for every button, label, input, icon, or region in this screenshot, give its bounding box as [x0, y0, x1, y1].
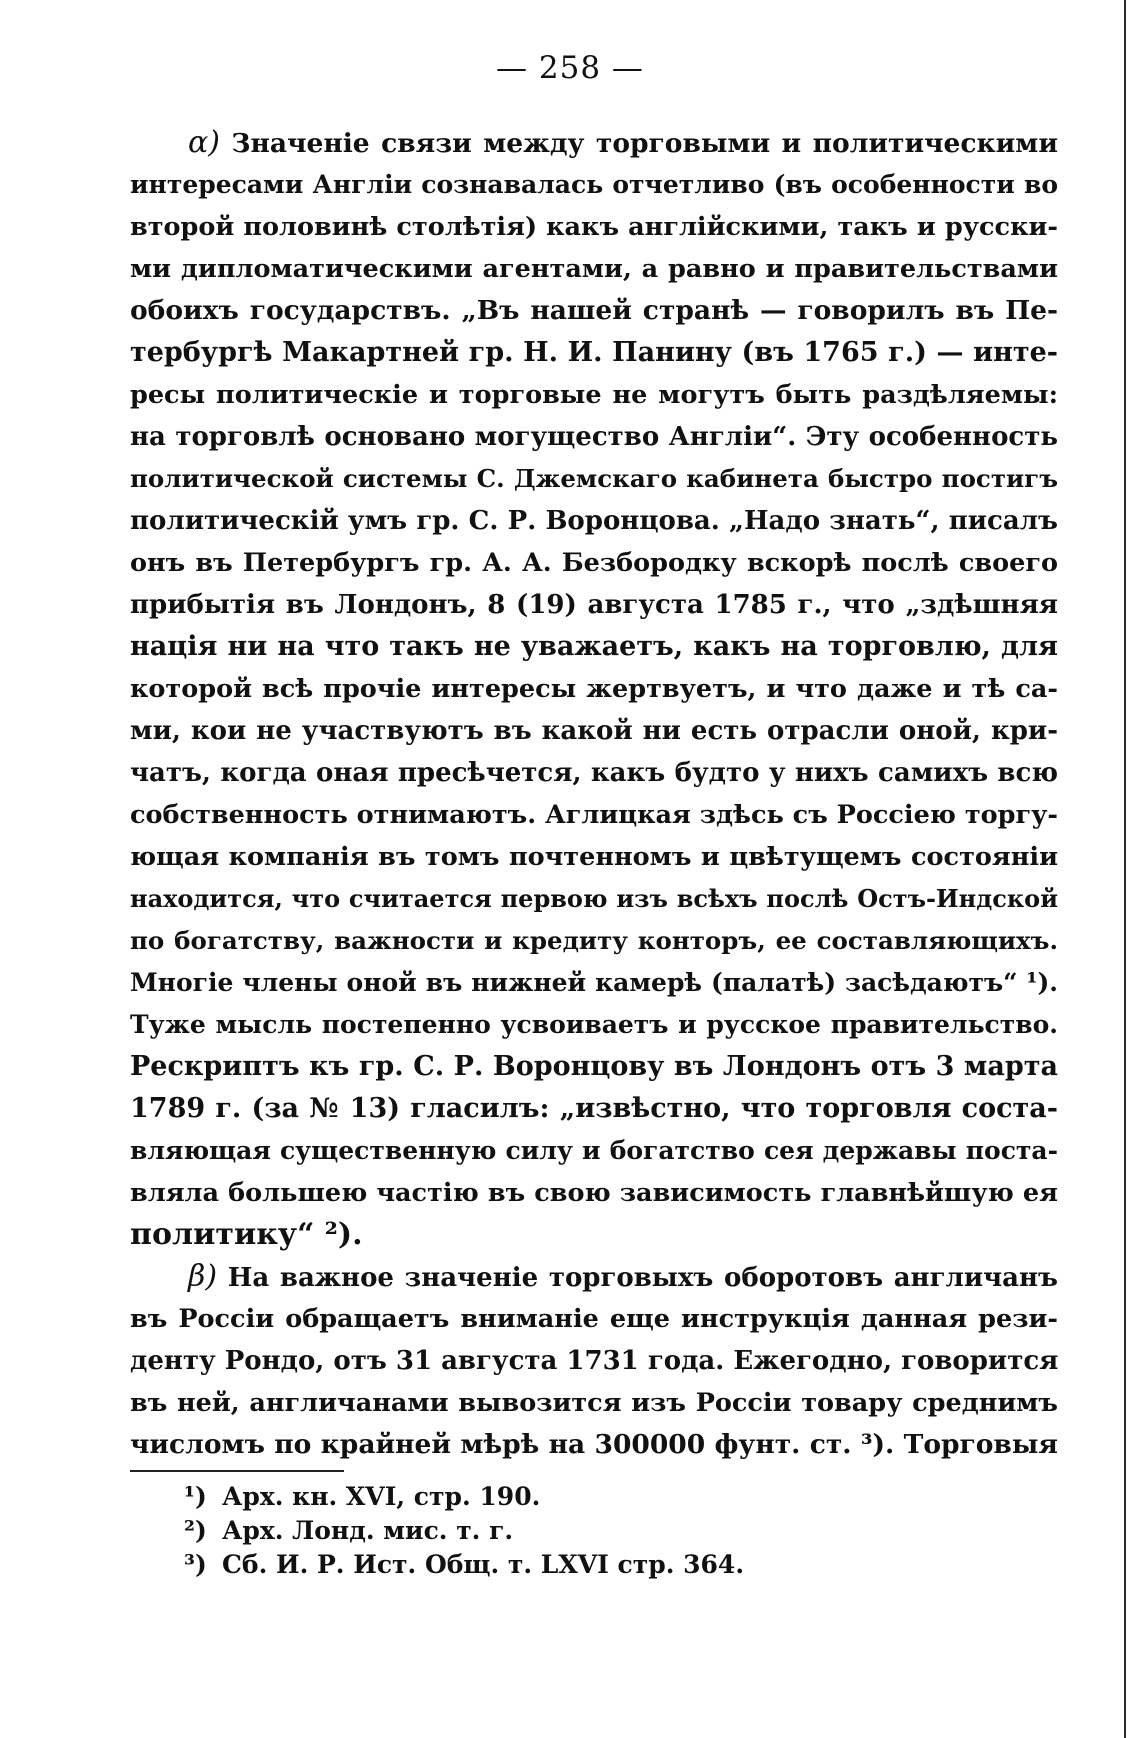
text-line: числомъ по крайней мѣрѣ на 300000 фунт. ст. ³). Торговыя — [130, 1429, 1058, 1460]
text-line: по богатству, важности и кредиту конторъ, ее составляющихъ. — [130, 926, 1058, 955]
text-line: На важное значеніе торговыхъ оборотовъ англичанъ — [227, 1263, 1058, 1293]
text-line: ресы политическіе и торговые не могутъ быть раздѣляемы: — [130, 380, 1058, 410]
page-edge-line — [1124, 0, 1126, 1738]
text-line: политической системы С. Джемскаго кабинета быстро постигъ — [130, 464, 1058, 493]
page-number: — 258 — — [496, 50, 644, 86]
text-line: Рескриптъ къ гр. С. Р. Воронцову въ Лондонъ отъ 3 марта — [130, 1051, 1058, 1082]
paragraph-marker-alpha: α) — [188, 125, 220, 160]
footnote-divider — [130, 1470, 344, 1472]
footnote-3 — [184, 1548, 922, 1582]
text-line: обоихъ государствъ. „Въ нашей странѣ — говорилъ въ Пе- — [130, 295, 1058, 326]
text-line: въ Россіи обращаетъ вниманіе еще инструкція данная рези- — [130, 1304, 1058, 1334]
text-line: находится, что считается первою изъ всѣхъ послѣ Остъ-Индской — [130, 884, 1058, 913]
text-line: политику“ ²). — [130, 1217, 363, 1252]
text-line: на торговлѣ основано могущество Англіи“. Эту особенность — [130, 422, 1058, 452]
body-text — [130, 122, 1058, 1466]
paragraph-marker-beta: β) — [188, 1259, 218, 1294]
footnote-text: Арх. Лонд. мис. т. г. — [222, 1516, 514, 1545]
footnotes — [184, 1480, 922, 1582]
text-line: нація ни на что такъ не уважаетъ, какъ на торговлю, для — [130, 631, 1058, 662]
text-line: прибытія въ Лондонъ, 8 (19) августа 1785 г., что „здѣшняя — [130, 590, 1058, 620]
text-line: Туже мысль постепенно усвоиваетъ и русское правительство. — [130, 1010, 1058, 1039]
text-line: ющая компанія въ томъ почтенномъ и цвѣтущемъ состояніи — [130, 842, 1058, 872]
paragraph-beta-line — [130, 1256, 1058, 1298]
text-line: вляла большею частію въ свою зависимость главнѣйшую ея — [130, 1178, 1058, 1208]
footnote-marker: ²) — [184, 1516, 207, 1545]
footnote-marker: ¹) — [184, 1482, 207, 1511]
text-line: собственность отнимаютъ. Аглицкая здѣсь съ Россіею торгу- — [130, 800, 1058, 830]
text-line: тербургѣ Макартней гр. Н. И. Панину (въ 1765 г.) — инте- — [130, 337, 1058, 368]
footnote-marker: ³) — [184, 1550, 207, 1579]
text-line: ми дипломатическими агентами, а равно и правительствами — [130, 254, 1058, 284]
text-line: вляющая существенную силу и богатство сея державы поста- — [130, 1136, 1058, 1165]
text-line: денту Рондо, отъ 31 августа 1731 года. Ежегодно, говорится — [130, 1346, 1059, 1376]
footnote-2 — [184, 1514, 922, 1548]
text-line: ми, кои не участвуютъ въ какой ни есть отрасли оной, кри- — [130, 716, 1058, 746]
text-line: чатъ, когда оная пресѣчется, какъ будто у нихъ самихъ всю — [130, 758, 1058, 788]
text-line: интересами Англіи сознавалась отчетливо (въ особенности во — [130, 170, 1058, 199]
footnote-text: Арх. кн. XVI, стр. 190. — [222, 1482, 541, 1511]
paragraph-alpha-line — [130, 122, 1058, 164]
text-line: которой всѣ прочіе интересы жертвуетъ, и что даже и тѣ са- — [130, 674, 1058, 704]
text-line: въ ней, англичанами вывозится изъ Россіи товару среднимъ — [130, 1388, 1058, 1418]
footnote-text: Сб. И. Р. Ист. Общ. т. LXVI стр. 364. — [222, 1550, 745, 1579]
text-line: 1789 г. (за № 13) гласилъ: „извѣстно, что торговля соста- — [130, 1093, 1058, 1124]
footnote-1 — [184, 1480, 922, 1514]
text-line: Многіе члены оной въ нижней камерѣ (палатѣ) засѣдаютъ“ ¹). — [130, 968, 1058, 997]
text-line: Значеніе связи между торговыми и политическими — [231, 128, 1058, 159]
text-line: второй половинѣ столѣтія) какъ англійскими, такъ и русски- — [130, 212, 1058, 242]
text-line: политическій умъ гр. С. Р. Воронцова. „Надо знать“, писалъ — [130, 506, 1058, 536]
text-line: онъ въ Петербургъ гр. А. А. Безбородку вскорѣ послѣ своего — [130, 548, 1058, 578]
